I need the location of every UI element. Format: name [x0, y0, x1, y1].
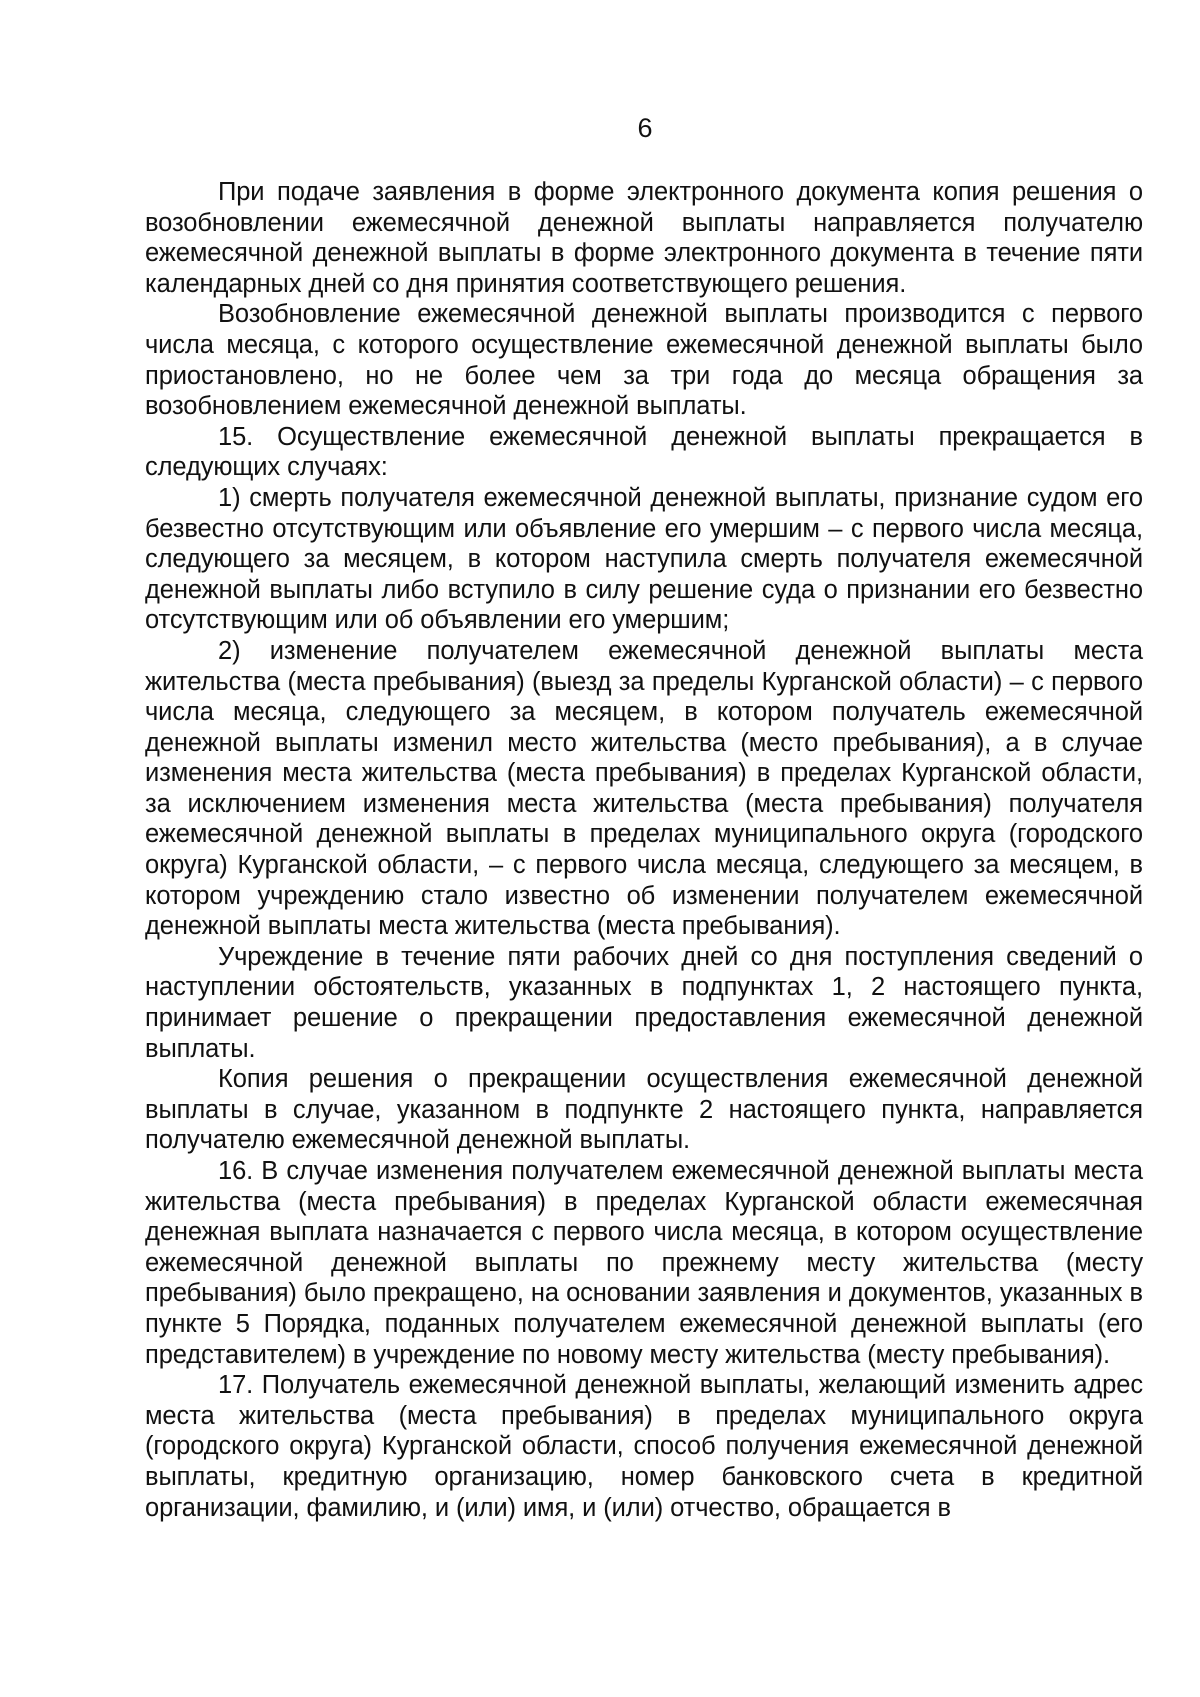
paragraph-subitem-1: 1) смерть получателя ежемесячной денежной выплаты, признание судом его безвестно отсутствующим или объявление его умершим – с первого числа месяца, следующего за месяцем, в котором наступила смерть получателя ежемесячной денежной выплаты либо вступило в силу решение суда о признании его безвестно отсутствующим или об объявлении его умершим; [145, 483, 1143, 635]
paragraph-electronic-copy: При подаче заявления в форме электронного документа копия решения о возобновлении ежемесячной денежной выплаты направляется получателю ежемесячной денежной выплаты в форме электронного документа в течение пяти календарных дней со дня принятия соответствующего решения. [145, 178, 1143, 298]
paragraph-subitem-2: 2) изменение получателем ежемесячной денежной выплаты места жительства (места пребывания) (выезд за пределы Курганской области) – с первого числа месяца, следующего за месяцем, в котором получатель ежемесячной денежной выплаты изменил место жительства (место пребывания), а в случае изменения места жительства (места пребывания) в пределах Курганской области, за исключением изменения места жительства (места пребывания) получателя ежемесячной денежной выплаты в пределах муниципального округа (городского округа) Курганской области, – с первого числа месяца, следующего за месяцем, в котором учреждению стало известно об изменении получателем ежемесячной денежной выплаты места жительства (места пребывания). [145, 636, 1143, 941]
paragraph-decision: Учреждение в течение пяти рабочих дней со дня поступления сведений о наступлении обстоятельств, указанных в подпунктах 1, 2 настоящего пункта, принимает решение о прекращении предоставления ежемесячной денежной выплаты. [145, 942, 1143, 1063]
paragraph-item-15: 15. Осуществление ежемесячной денежной выплаты прекращается в следующих случаях: [145, 422, 1143, 482]
document-body [145, 177, 1143, 1523]
paragraph-decision-copy: Копия решения о прекращении осуществления ежемесячной денежной выплаты в случае, указанном в подпункте 2 настоящего пункта, направляется получателю ежемесячной денежной выплаты. [145, 1065, 1143, 1155]
paragraph-item-16: 16. В случае изменения получателем ежемесячной денежной выплаты места жительства (места пребывания) в пределах Курганской области ежемесячная денежная выплата назначается с первого числа месяца, в котором осуществление ежемесячной денежной выплаты по прежнему месту жительства (месту пребывания) было прекращено, на основании заявления и документов, указанных в пункте 5 Порядка, поданных получателем ежемесячной денежной выплаты (его представителем) в учреждение по новому месту жительства (месту пребывания). [145, 1157, 1143, 1369]
paragraph-resumption: Возобновление ежемесячной денежной выплаты производится с первого числа месяца, с которого осуществление ежемесячной денежной выплаты было приостановлено, но не более чем за три года до месяца обращения за возобновлением ежемесячной денежной выплаты. [145, 300, 1143, 421]
paragraph-item-17: 17. Получатель ежемесячной денежной выплаты, желающий изменить адрес места жительства (места пребывания) в пределах муниципального округа (городского округа) Курганской области, способ получения ежемесячной денежной выплаты, кредитную организацию, номер банковского счета в кредитной организации, фамилию, и (или) имя, и (или) отчество, обращается в [145, 1371, 1143, 1522]
page-number: 6 [637, 113, 653, 143]
